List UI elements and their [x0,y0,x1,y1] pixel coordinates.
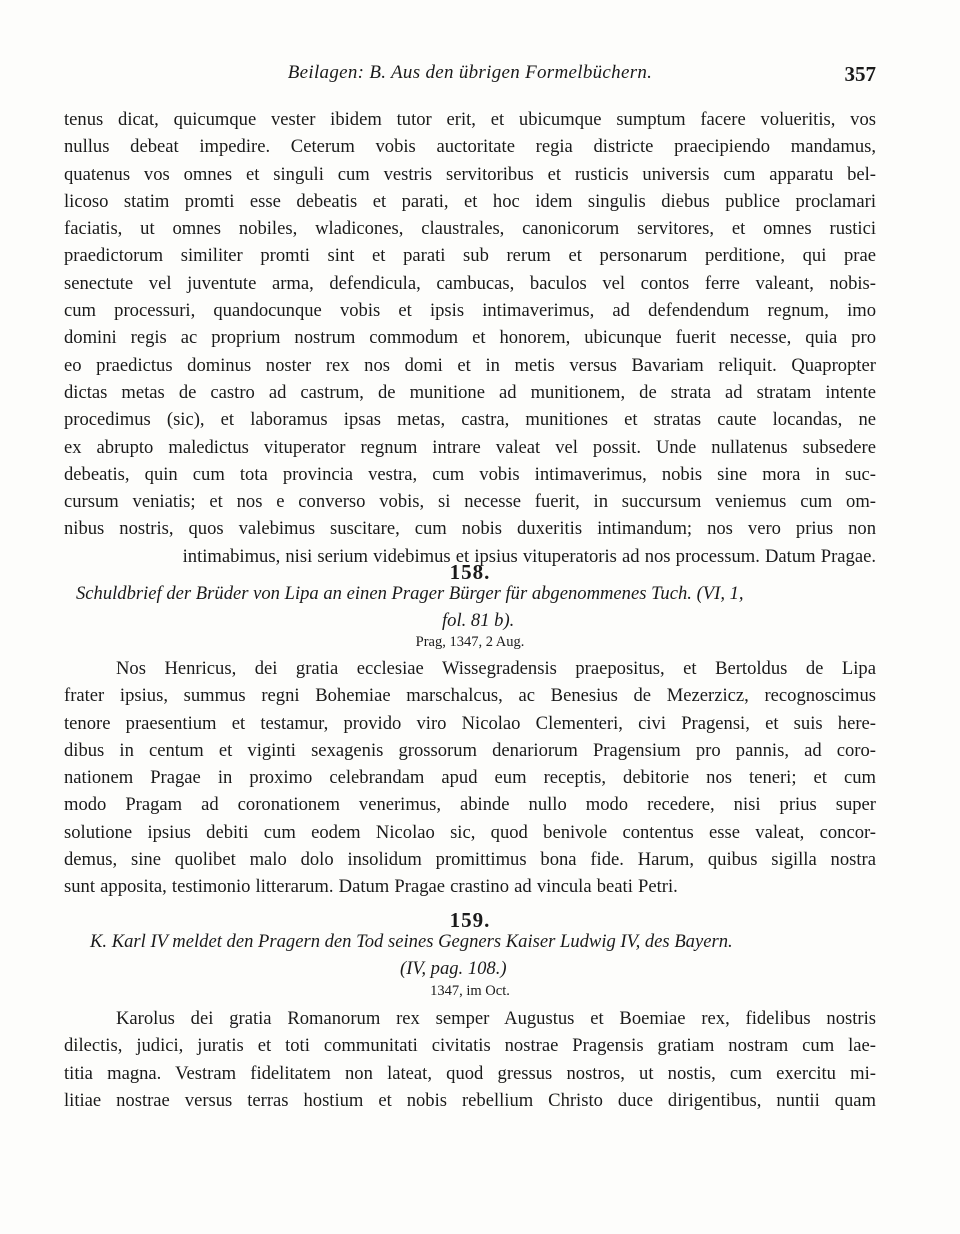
text-line: cum processuri, quandocunque vobis et ipsis intimaverimus, ad defendendum regnum, imo [64,300,876,322]
text-line: procedimus (sic), et laboramus ipsas metas, castra, munitiones et stratas caute locandas, ne [64,409,876,431]
text-line: senectute vel juventute arma, defendicula, cambucas, baculos vel contos ferre valeant, nobis- [64,272,876,294]
page-number: 357 [844,62,876,86]
document-number-158: 158. [449,560,491,584]
text-line: dibus in centum et viginti sexagenis grossorum denariorum Pragensium pro pannis, ad coro- [64,739,876,761]
text-line: nullus debeat impedire. Ceterum vobis auctoritate regia districte praecipiendo mandamus, [64,136,876,158]
text-line: eo praedictus dominus noster rex nos domi et in metis versus Bavariam reliquit. Quapropter [64,354,876,376]
running-head [64,62,876,92]
text-line: praedictorum similiter promti sint et parati sub rerum et personarum perditione, qui prae [64,245,876,267]
document-date-158: Prag, 1347, 2 Aug. [415,634,525,650]
text-line: licoso statim promti esse debeatis et parati, et hoc idem singulis diebus publice proclamari [64,190,876,212]
text-line: domini regis ac proprium nostrum commodum et honorem, ubicunque fuerit necesse, quia pro [64,327,876,349]
continuation-paragraph [64,106,876,570]
heading-line: Schuldbrief der Brüder von Lipa an einen Prager Bürger für abgenommenes Tuch. (VI, 1, [76,583,744,604]
text-line: cursum veniatis; et nos e converso vobis, si necesse fuerit, in succursum veniemus cum om- [64,491,876,513]
document-heading-159 [64,928,876,982]
text-line: solutione ipsius debiti cum eodem Nicolao sic, quod benivole contentus esse valeat, concor- [64,821,876,843]
text-line: Nos Henricus, dei gratia ecclesiae Wissegradensis praepositus, et Bertoldus de Lipa [116,658,876,679]
heading-line: K. Karl IV meldet den Pragern den Tod seines Gegners Kaiser Ludwig IV, des Bayern. [90,931,733,952]
document-heading-158 [64,580,876,634]
running-title: Beilagen: B. Aus den übrigen Formelbüchern. [287,62,653,83]
text-line: litiae nostrae versus terras hostium et nobis rebellium Christo duce dirigentibus, nuntii quam [64,1089,876,1111]
document-body-158 [64,655,876,901]
text-line: dictas metas de castro ad castrum, de munitione ad munitionem, de strata ad stratam intente [64,381,876,403]
text-line: sunt apposita, testimonio litterarum. Datum Pragae crastino ad vincula beati Petri. [64,876,678,898]
document-body-159 [64,1005,876,1114]
text-line: intimabimus, nisi serium videbimus et ipsius vituperatoris ad nos processum. Datum Pragae. [182,545,876,567]
heading-line: (IV, pag. 108.) [400,958,507,979]
text-line: titia magna. Vestram fidelitatem non lateat, quod gressus nostros, ut nostis, cum exercitu mi- [64,1062,876,1084]
text-line: tenus dicat, quicumque vester ibidem tutor erit, et ubicumque sumptum facere volueritis, vos [64,109,876,130]
text-line: nibus nostris, quos valebimus suscitare, cum nobis duxeritis intimandum; nos vero prius non [64,518,876,540]
text-line: debeatis, quin cum tota provincia vestra, cum vobis intimaverimus, nobis sine mora in suc- [64,463,876,485]
text-line: nationem Pragae in proximo celebrandam apud eum receptis, debitorie nos teneri; et cum [64,767,876,789]
document-number-159: 159. [449,908,491,932]
text-line: quatenus vos omnes et singuli cum vestris servitoribus et rusticis universis cum apparatu bel- [64,163,876,185]
text-line: frater ipsius, summus regni Bohemiae marschalcus, ac Benesius de Mezerzicz, recognoscimus [64,685,876,707]
text-line: dilectis, judici, juratis et toti communitati civitatis nostrae Pragensis gratiam nostram cum lae- [64,1035,876,1057]
document-date-159: 1347, im Oct. [430,983,510,999]
text-line: modo Pragam ad coronationem venerimus, abinde nullo modo recedere, nisi prius super [64,794,876,816]
heading-line: fol. 81 b). [442,610,515,631]
text-line: faciatis, ut omnes nobiles, wladicones, claustrales, canonicorum servitores, et omnes rustici [64,218,876,240]
text-line: Karolus dei gratia Romanorum rex semper Augustus et Boemiae rex, fidelibus nostris [116,1008,876,1029]
text-line: ex abrupto maledictus vituperator regnum intrare valeat vel possit. Unde nullatenus subsedere [64,436,876,458]
text-line: tenore praesentium et testamur, provido viro Nicolao Clementeri, civi Pragensi, et suis here- [64,712,876,734]
text-line: demus, sine quolibet malo dolo insolidum promittimus bona fide. Harum, quibus sigilla nostra [64,849,876,871]
